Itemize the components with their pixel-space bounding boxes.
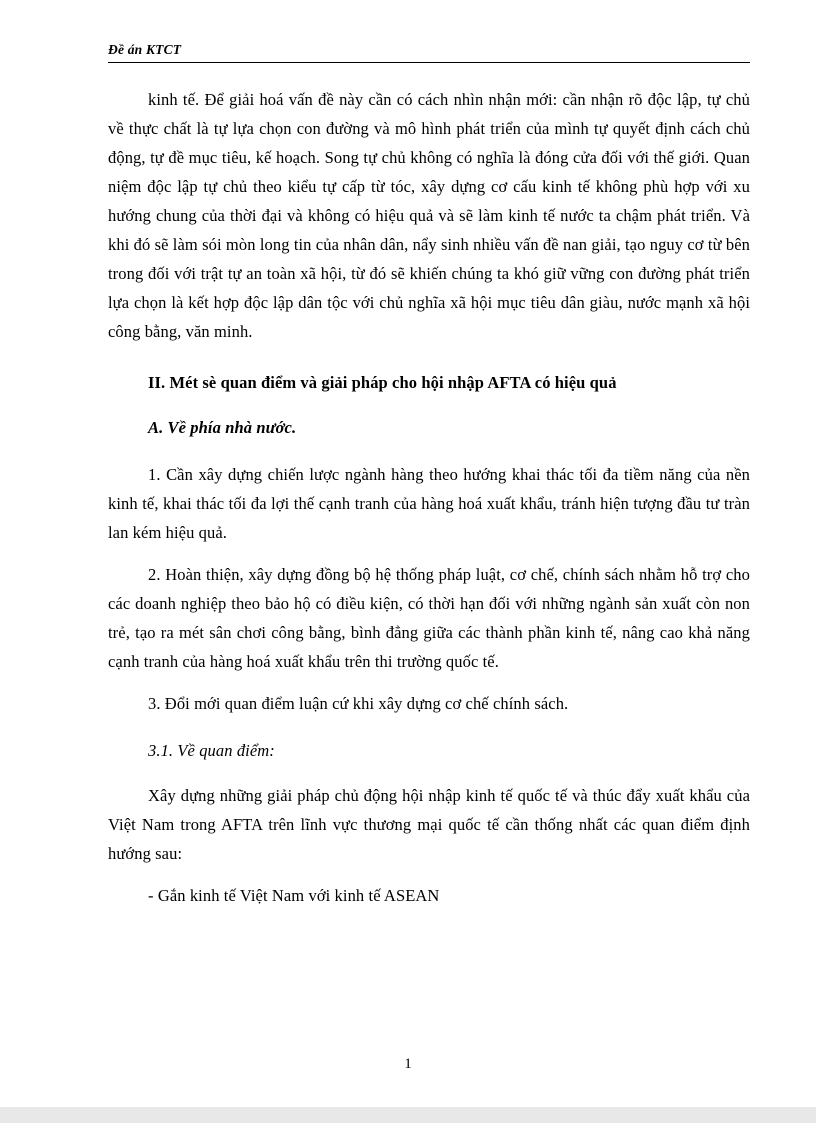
body-paragraph: 2. Hoàn thiện, xây dựng đồng bộ hệ thống pháp luật, cơ chế, chính sách nhằm hỗ trợ cho các doanh nghiệp theo bảo hộ có điều kiện, có thời hạn đối với những ngành sản xuất còn non trẻ, tạo ra mét sân chơi công bằng, bình đẳng giữa các thành phần kinh tế, nâng cao khả năng cạnh tranh của hàng hoá xuất khẩu trên thi trường quốc tế. [108, 565, 750, 671]
bullet-paragraph: - Gắn kinh tế Việt Nam với kinh tế ASEAN [148, 886, 440, 905]
section-heading-2: II. Mét sè quan điểm và giải pháp cho hội nhập AFTA có hiệu quả [148, 373, 617, 392]
running-header: Đề án KTCT [108, 42, 182, 57]
page-bottom-band [0, 1107, 816, 1123]
page-content [108, 42, 750, 923]
section-heading-a: A. Về phía nhà nước. [148, 418, 297, 437]
header-divider [108, 62, 750, 63]
body-paragraph: Xây dựng những giải pháp chủ động hội nhập kinh tế quốc tế và thúc đẩy xuất khẩu của Việt Nam trong AFTA trên lĩnh vực thương mại quốc tế cần thống nhất các quan điểm định hướng sau: [108, 786, 750, 863]
page-number: 1 [404, 1056, 412, 1072]
body-paragraph: 1. Cần xây dựng chiến lược ngành hàng theo hướng khai thác tối đa tiềm năng của nền kinh tế, khai thác tối đa lợi thế cạnh tranh của hàng hoá xuất khẩu, tránh hiện tượng đầu tư tràn lan kém hiệu quả. [108, 465, 750, 542]
body-paragraph: kinh tế. Để giải hoá vấn đề này cần có cách nhìn nhận mới: cần nhận rõ độc lập, tự chủ về thực chất là tự lựa chọn con đường và mô hình phát triển của mình tự quyết định cách chủ động, tự đề mục tiêu, kế hoạch. Song tự chủ không có nghĩa là đóng cửa đối với thế giới. Quan niệm độc lập tự chủ theo kiểu tự cấp từ tóc, xây dựng cơ cấu kinh tế không phù hợp với xu hướng chung của thời đại và không có hiệu quả và sẽ làm kinh tế nước ta chậm phát triển. Và khi đó sẽ làm sói mòn long tin của nhân dân, nẩy sinh nhiều vấn đề nan giải, tạo nguy cơ từ bên trong đối với trật tự an toàn xã hội, từ đó sẽ khiến chúng ta khó giữ vững con đường phát triển lựa chọn là kết hợp độc lập dân tộc với chủ nghĩa xã hội mục tiêu dân giàu, nước mạnh xã hội công bằng, văn minh. [108, 90, 750, 341]
body-paragraph: 3. Đổi mới quan điểm luận cứ khi xây dựng cơ chế chính sách. [148, 694, 569, 713]
subsection-heading-3-1: 3.1. Về quan điểm: [148, 741, 275, 760]
